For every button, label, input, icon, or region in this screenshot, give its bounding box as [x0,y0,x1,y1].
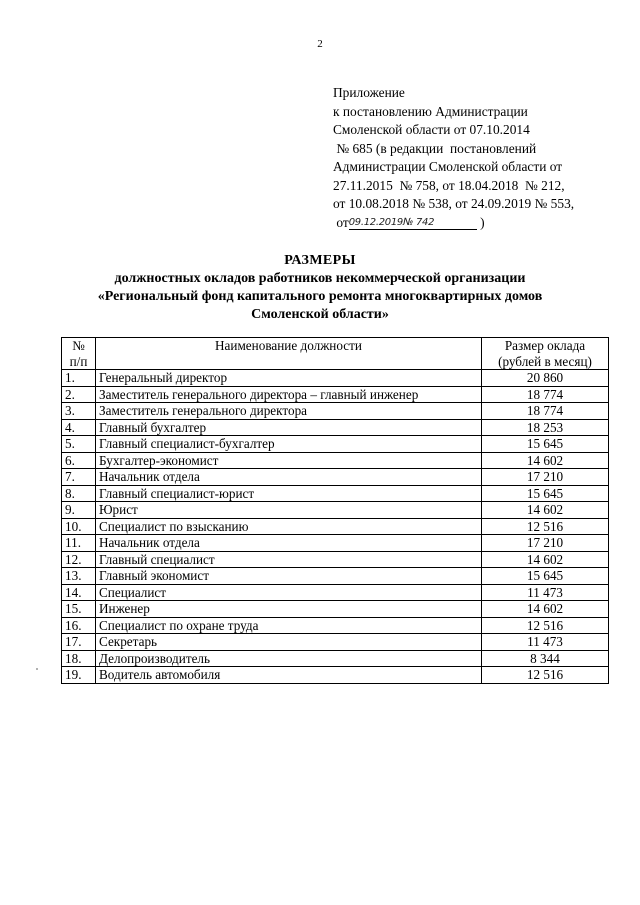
row-salary: 17 210 [482,469,609,486]
row-position: Делопроизводитель [96,650,482,667]
table-row [62,419,609,436]
table-row [62,568,609,585]
row-salary: 12 516 [482,617,609,634]
row-number: 18. [62,650,96,667]
row-salary: 14 602 [482,601,609,618]
row-position: Заместитель генерального директора [96,403,482,420]
row-salary: 18 253 [482,419,609,436]
row-number: 14. [62,584,96,601]
table-row [62,667,609,684]
appendix-line: Приложение [333,85,405,100]
table-row [62,584,609,601]
header-salary [482,338,609,370]
row-position: Секретарь [96,634,482,651]
row-number: 15. [62,601,96,618]
table-row [62,452,609,469]
appendix-line: Администрации Смоленской области от [333,159,563,174]
row-salary: 15 645 [482,485,609,502]
row-salary: 18 774 [482,403,609,420]
row-salary: 14 602 [482,502,609,519]
row-position: Специалист по охране труда [96,617,482,634]
scan-mark [36,668,38,670]
appendix-last-suffix: ) [480,214,485,230]
table-row [62,551,609,568]
page-number: 2 [317,38,323,50]
row-number: 8. [62,485,96,502]
row-position: Начальник отдела [96,469,482,486]
appendix-block [333,84,633,232]
appendix-line: от 10.08.2018 № 538, от 24.09.2019 № 553, [333,196,575,211]
row-position: Главный специалист-юрист [96,485,482,502]
row-position: Заместитель генерального директора – главный инженер [96,386,482,403]
row-number: 5. [62,436,96,453]
row-number: 12. [62,551,96,568]
table-row [62,436,609,453]
handwritten-date-number: 09.12.2019№ 742 [349,217,477,230]
row-salary: 8 344 [482,650,609,667]
appendix-line: к постановлению Администрации [333,103,528,119]
table-row [62,386,609,403]
row-number: 10. [62,518,96,535]
appendix-line: 27.11.2015 № 758, от 18.04.2018 № 212, [333,177,565,193]
appendix-line: Смоленской области от 07.10.2014 [333,122,530,137]
row-salary: 18 774 [482,386,609,403]
row-number: 4. [62,419,96,436]
table-row [62,601,609,618]
row-position: Специалист по взысканию [96,518,482,535]
row-position: Начальник отдела [96,535,482,552]
row-salary: 11 473 [482,634,609,651]
row-position: Генеральный директор [96,370,482,387]
row-position: Водитель автомобиля [96,667,482,684]
appendix-last-prefix: от [336,214,349,230]
row-salary: 14 602 [482,551,609,568]
row-number: 6. [62,452,96,469]
row-number: 13. [62,568,96,585]
header-salary-line1: Размер оклада [504,338,586,353]
row-position: Специалист [96,584,482,601]
row-position: Бухгалтер-экономист [96,452,482,469]
table-row [62,403,609,420]
row-number: 1. [62,370,96,387]
header-num [62,338,96,370]
row-salary: 15 645 [482,436,609,453]
table-row [62,617,609,634]
row-number: 2. [62,386,96,403]
row-salary: 14 602 [482,452,609,469]
row-salary: 12 516 [482,518,609,535]
row-salary: 20 860 [482,370,609,387]
row-salary: 17 210 [482,535,609,552]
header-position: Наименование должности [96,338,482,370]
header-num-line1: № [72,338,85,353]
title-line: «Региональный фонд капитального ремонта многоквартирных домов [97,289,543,304]
row-number: 16. [62,617,96,634]
row-salary: 11 473 [482,584,609,601]
row-position: Инженер [96,601,482,618]
row-number: 19. [62,667,96,684]
document-title [0,252,640,324]
table-row [62,502,609,519]
row-position: Юрист [96,502,482,519]
row-number: 3. [62,403,96,420]
salary-table [61,337,609,684]
table-body [62,370,609,684]
row-salary: 12 516 [482,667,609,684]
title-main: РАЗМЕРЫ [284,253,356,268]
row-salary: 15 645 [482,568,609,585]
table-row [62,535,609,552]
table-row [62,469,609,486]
table-row [62,485,609,502]
row-number: 7. [62,469,96,486]
title-line: Смоленской области» [251,307,389,322]
row-position: Главный бухгалтер [96,419,482,436]
header-num-line2: п/п [69,353,88,369]
row-position: Главный специалист-бухгалтер [96,436,482,453]
row-position: Главный экономист [96,568,482,585]
table-header-row [62,338,609,370]
title-line: должностных окладов работников некоммерческой организации [114,271,526,286]
row-number: 11. [62,535,96,552]
appendix-last-line [333,214,633,233]
table-row [62,518,609,535]
row-number: 9. [62,502,96,519]
header-salary-line2: (рублей в месяц) [498,353,592,369]
appendix-line: № 685 (в редакции постановлений [333,140,537,156]
table-row [62,634,609,651]
row-number: 17. [62,634,96,651]
table-row [62,650,609,667]
table-row [62,370,609,387]
row-position: Главный специалист [96,551,482,568]
